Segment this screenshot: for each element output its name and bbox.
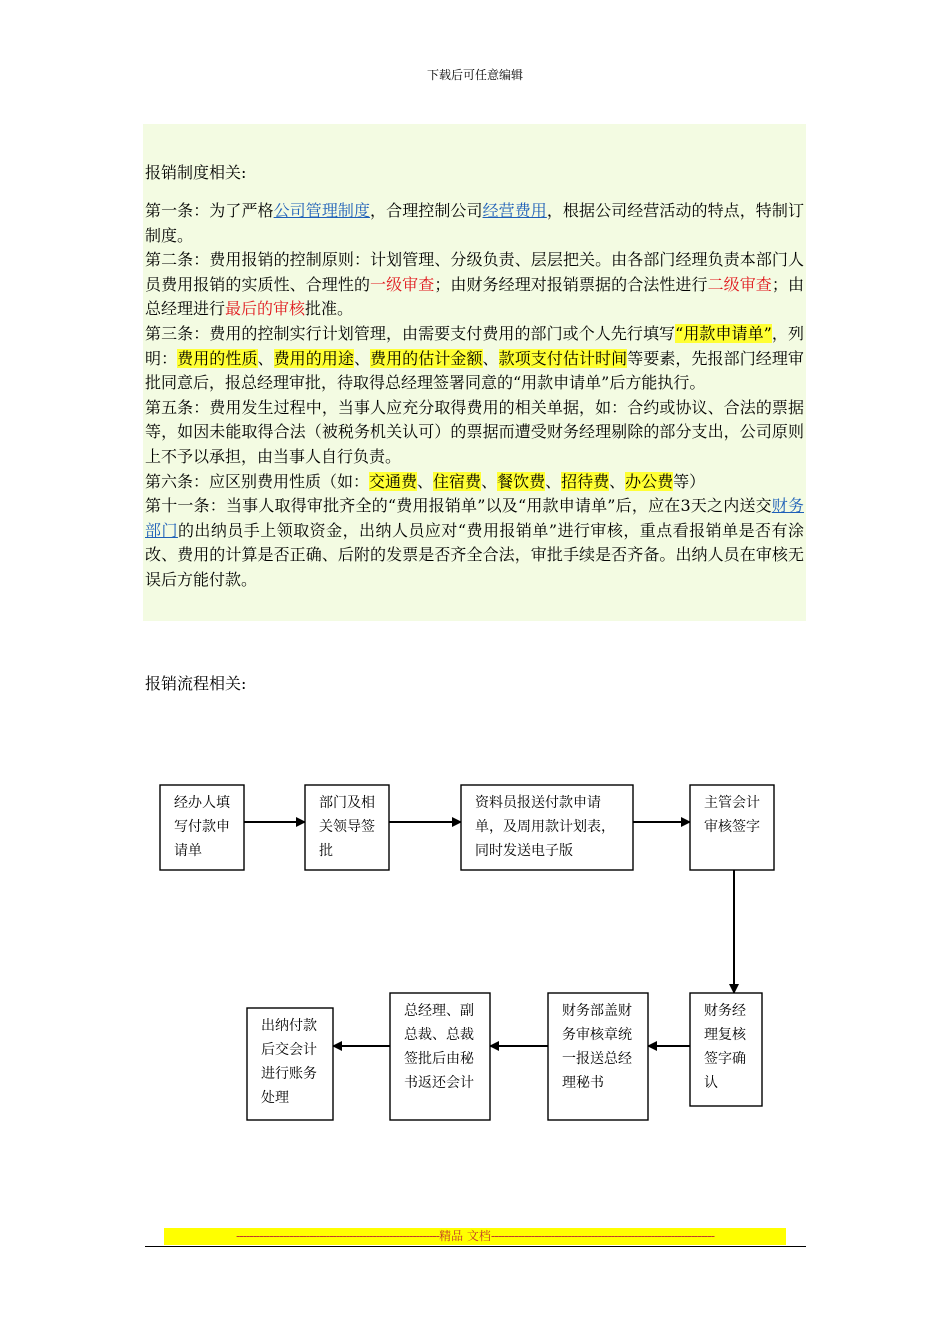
flow-node-cashier-payment (247, 1008, 333, 1120)
article-3-text: 等要素，先报部门经理审批同意后，报总经理审批，待取得总经理签署同意的“用款申请单”后方能执行。 (145, 348, 804, 393)
flow-node-accounting-review (690, 785, 774, 870)
flow-node-label: 关领导签 (319, 819, 375, 835)
article-1-text: 第一条：为了严格 (145, 201, 274, 220)
separator: 、 (417, 471, 434, 491)
flow-node-label: 批 (319, 843, 333, 859)
flow-node-finance-manager-review (690, 993, 762, 1106)
policy-title: 报销制度相关: (145, 163, 247, 182)
flow-node-label: 出纳付款 (261, 1018, 317, 1034)
separator: 、 (257, 348, 274, 368)
flow-node-label: 经办人填 (174, 795, 230, 811)
article-2-text: 第二条：费用报销的控制原则：计划管理、分级负责、层层把关。由各部门经理负责本部门人员费用报销的实质性、合理性的 (145, 250, 804, 294)
article-1-text: ，根据公司经营活动的特点，特制订制度。 (145, 201, 804, 245)
article-2-text: ；由财务经理对报销票据的合法性进行 (434, 274, 708, 294)
article-3-text: ，列明： (145, 323, 804, 368)
flow-node-label: 后交会计 (261, 1042, 317, 1058)
article-6-text: 第六条：应区别费用性质（如： (145, 471, 370, 491)
flow-node-label: 理复核 (704, 1027, 746, 1043)
flow-node-label: 签字确 (704, 1051, 746, 1067)
flow-node-handler-fill-request (160, 785, 244, 870)
flow-node-label: 总经理、副 (404, 1003, 474, 1019)
highlight-amount: 费用的估计金额 (370, 348, 483, 368)
article-2-text: 批准。 (305, 299, 354, 319)
flow-node-finance-dept-stamp (548, 993, 648, 1120)
final-review: 最后的审核 (225, 299, 306, 319)
footer-banner (164, 1228, 786, 1245)
highlight-transport: 交通费 (369, 471, 418, 491)
flow-node-dept-approval (305, 785, 389, 870)
highlight-request-form: “用款申请单” (675, 323, 772, 343)
article-5-text: 第五条：费用发生过程中，当事人应充分取得费用的相关单据，如：合约或协议、合法的票据等，如因未能取得合法（被税务机关认可）的票据而遭受财务经理剔除的部分支出，公司原则上不予以承担，由当事人自行负责。 (145, 397, 804, 466)
highlight-office: 办公费 (625, 471, 674, 491)
footer-dashes-left: ------------------------------------------------------------- (235, 1229, 440, 1243)
flow-node-label: 同时发送电子版 (475, 843, 573, 859)
flow-node-label: 写付款申 (174, 819, 230, 835)
flow-title: 报销流程相关: (145, 674, 247, 693)
separator: 、 (481, 471, 498, 491)
flow-node-clerk-submit (461, 785, 633, 870)
separator: 、 (545, 471, 562, 491)
highlight-entertainment: 招待费 (561, 471, 610, 491)
first-level-review: 一级审查 (370, 274, 435, 294)
flow-node-label: 财务部盖财 (562, 1003, 632, 1019)
highlight-meals: 餐饮费 (497, 471, 546, 491)
flow-node-label: 一报送总经 (562, 1051, 632, 1067)
flow-node-label: 主管会计 (704, 795, 760, 811)
flow-node-label: 财务经 (704, 1003, 746, 1019)
operating-expense-link[interactable]: 经营费用 (482, 201, 547, 220)
finance-department-link[interactable]: 财务部门 (145, 496, 804, 540)
flow-node-label: 单，及周用款计划表， (475, 819, 615, 835)
footer-dashes-right: ------------------------------------------------------------------- (490, 1229, 715, 1243)
article-1-text: ，合理控制公司 (370, 201, 483, 220)
highlight-time: 款项支付估计时间 (498, 348, 628, 368)
flow-node-label: 书返还会计 (404, 1075, 474, 1091)
flow-node-label: 请单 (174, 843, 202, 859)
flow-node-label: 进行账务 (261, 1066, 317, 1082)
flow-node-label: 处理 (261, 1090, 289, 1106)
flow-node-gm-approval (390, 993, 490, 1120)
separator: 、 (482, 348, 499, 368)
separator: 、 (353, 348, 371, 368)
article-11-text: 第十一条：当事人取得审批齐全的“费用报销单”以及“用款申请单”后，应在3天之内送交 (145, 496, 772, 516)
flow-node-label: 审核签字 (704, 819, 760, 835)
flow-node-label: 务审核章统 (562, 1027, 632, 1043)
highlight-purpose: 费用的用途 (273, 348, 354, 368)
flow-node-label: 认 (704, 1075, 718, 1091)
article-2-text: ；由总经理进行 (145, 274, 804, 319)
article-6-text: 等） (673, 471, 706, 491)
footer-rule (145, 1246, 806, 1247)
highlight-nature: 费用的性质 (177, 348, 258, 368)
footer-label: 精品 文档 (439, 1229, 491, 1243)
article-11-text: 的出纳员手上领取资金，出纳人员应对“费用报销单”进行审核，重点看报销单是否有涂改、费用的计算是否正确、后附的发票是否齐全合法，审批手续是否齐备。出纳人员在审核无误后方能付款。 (145, 520, 804, 589)
flow-node-label: 总裁、总裁 (404, 1027, 474, 1043)
separator: 、 (609, 471, 626, 491)
article-3-text: 第三条：费用的控制实行计划管理，由需要支付费用的部门或个人先行填写 (145, 323, 676, 343)
second-level-review: 二级审查 (707, 274, 772, 294)
page-header: 下载后可任意编辑 (426, 68, 523, 82)
highlight-lodging: 住宿费 (433, 471, 482, 491)
flow-node-label: 签批后由秘 (404, 1051, 474, 1067)
flow-node-label: 部门及相 (319, 795, 375, 811)
company-management-link[interactable]: 公司管理制度 (273, 201, 371, 220)
flow-node-label: 理秘书 (562, 1075, 604, 1091)
flow-node-label: 资料员报送付款申请 (475, 795, 601, 811)
